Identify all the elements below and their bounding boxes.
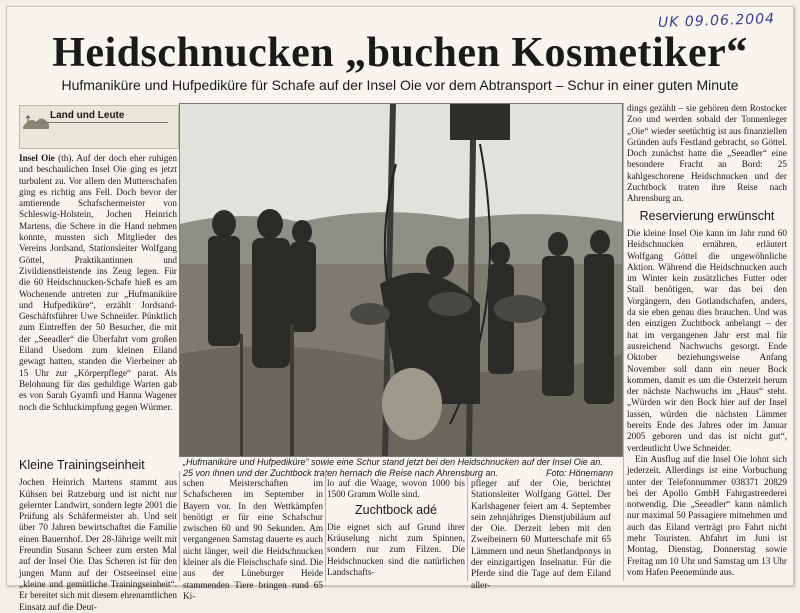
- crosshead-reservierung: Reservierung erwünscht: [639, 208, 775, 223]
- column-divider: [325, 471, 326, 581]
- photo-illustration: [180, 104, 622, 456]
- column-1-lower-text: Jochen Heinrich Martens stammt aus Kühsen bei Ratzeburg und ist nicht nur gelernter Landwirt, sondern legte 2001 die Prüfung als Schäfermeister ab. Und seit über 70 Jahren bewirtschaftet die Familie einen Bauernhof. Der 28-Jährige weilt mit Freundin Susann Scheer zum ersten Mal auf der Insel Oie. Das Scheren ist für den jungen Mann auf der Ostseeinsel eine „kleine und gemütliche Trainingseinheit“. Er bereitet sich mit diesem ehrenamtlichen Einsatz auf die Deut-: [19, 477, 177, 612]
- column-5-text: pfleger auf der Oie, berichtet Stationsleiter Wolfgang Göttel. Der Karlshagener feiert am 4. September sein zehnjähriges Dienstjubiläum auf der Oie. Derzeit leben mit den Zweibeinern 60 Mutterschafe mit 65 Lämmern und neun Shetlandponys in der einzigartigen Inselnatur. Für die Pferde sind die Tage auf dem Eiland aller-: [471, 478, 611, 590]
- photo-credit: Foto: Hönemann: [545, 467, 613, 478]
- column-1-text: (th). Auf der doch eher ruhigen und beschaulichen Insel Oie ging es jetzt turbulent zu. Vor allem den Mutterschafen ging es richtig ans Fell. Doch bevor der amtierende Schafschermeister von Schleswig-Holstein, Jochen Heinrich Martens, die Schere in die Hand nehmen konnte, mussten sich Mitglieder des Vereins Jordsand, Stationsleiter Wolfgang Göttel, Praktikantinnen und Zivildienstleistende ins Zeug legen. Für die 60 Heidschnucken-Schafe hieß es am Wochenende antreten zur „Hufmaniküre und Hufpediküre“, erzählt Jordsand-Geschäftsführer Uwe Schneider. Pünktlich zum Eintreffen der 50 Besucher, die mit der „Seeadler“ die Überfahrt vom großen Eiland Usedom zum kleinen Eiland gewagt hatten, standen die Vierbeiner ab 15 Uhr zur „Körperpflege“ parat. Als Belohnung für das geduldige Warten gab es von Sarah Gyamfi und Hanna Wagener noch die Schluckimpfung gegen Würmer.: [19, 153, 177, 412]
- photo-caption: [183, 457, 613, 478]
- island-sketch-icon: [22, 110, 50, 130]
- section-label: Land und Leute: [50, 110, 125, 121]
- subheadline: Hufmaniküre und Hufpediküre für Schafe auf der Insel Oie vor dem Abtransport – Schur in einer guten Minute: [61, 77, 739, 93]
- section-rule: [30, 122, 168, 123]
- column-6: [627, 103, 787, 582]
- column-divider: [179, 471, 180, 581]
- column-3: [183, 478, 323, 601]
- column-6-text-b: Die kleine Insel Oie kann im Jahr rund 60 Heidschnucken ernähren, erläutert Wolfgang Göttel die ungewöhnliche Aktion. Während die Heidschnucken auch im Winter kein zusätzliches Futter oder Stall benötigen, war das bei den Vorgängern, den Gotlandschafen, anders, da sie eben genau dies brauchen. Und was den einzigen Zuchtbock anbelangt – der hat im vergangenen Jahr erst mal für ausreichend Nachwuchs gesorgt. Ende Oktober beziehungsweise Anfang November soll dann ein neuer Bock kommen, damit es um die Osterzeit herum der nächste Nachwuchs im „Haus“ steht. „Würden wir den Bock hier auf der Insel lassen, würden die nächsten Lämmer bereits Ende des Jahres oder im Januar 2005 geboren und das ist nicht gut“, verdeutlicht Uwe Schneider.: [627, 227, 787, 453]
- column-6-text-c: Ein Ausflug auf die Insel Oie lohnt sich jederzeit. Allerdings ist eine Vorbuchung unter der Telefonnummer 038371 20829 bei der Apollo GmbH Fahrgastreederei notwendig. Die „Seeadler“ kann nämlich nur maximal 50 Passagiere mitnehmen und auch das Eiland verträgt pro Fahrt nicht mehr Touristen. Abfahrt im Juni ist Montag, Dienstag, Donnerstag sowie Freitag um 10 Uhr und Samstag um 13 Uhr vom Hafen Peenemünde aus.: [627, 453, 787, 577]
- column-3-text: schen Meisterschaften im Schafscheren im September in Bayern vor. In den Wettkämpfen benötigt er für eine Schafschur zwischen 60 und 90 Sekunden. Am vergangenen Samstag dauerte es auch nicht länger, weil die Heidschnucken kleiner als die Fleischschafe sind. Die aus der Lüneburger Heide stammenden Tiere bringen rund 65 Ki-: [183, 478, 323, 601]
- column-1: [19, 153, 177, 412]
- crosshead-zuchtbock: Zuchtbock adé: [355, 502, 437, 517]
- crosshead-training: Kleine Trainingseinheit: [19, 458, 145, 472]
- photo-sheep-shearing: [179, 103, 623, 457]
- column-6-text-a: dings gezählt – sie gehören dem Rostocker Zoo und werden sobald der Tonnenleger „Oie“ wieder seetüchtig ist aus finanziellen Gründen aufs Festland gebracht, so Göttel. Doch zunächst hatte die „Seeadler“ eine besondere Fracht an Bord: 25 kahlgeschorene Heidschnucken und der Zuchtbock traten ihre Reise nach Ahrensburg an.: [627, 103, 787, 204]
- column-1-lower: [19, 454, 177, 612]
- handwritten-date: UK 09.06.2004: [657, 10, 776, 32]
- section-label-box: [19, 105, 179, 149]
- column-divider: [623, 103, 624, 581]
- headline: Heidschnucken „buchen Kosmetiker“: [52, 30, 748, 76]
- caption-text: „Hufmaniküre und Hufpediküre“ sowie eine Schur stand jetzt bei den Heidschnucken auf der Insel Oie an. 25 von ihnen und der Zuchtbock traten hernach die Reise nach Ahrensburg an.: [183, 457, 603, 478]
- newspaper-clipping: [6, 6, 794, 612]
- column-divider: [467, 471, 468, 581]
- column-4: [327, 478, 465, 582]
- dateline: Insel Oie: [19, 153, 55, 163]
- column-4-text-a: lo auf die Waage, wovon 1000 bis 1500 Gramm Wolle sind.: [327, 478, 465, 500]
- column-4-text-b: Die eignet sich auf Grund ihrer Kräuselung nicht zum Spinnen, sondern nur zum Filzen. Die Heidschnucken sind die natürlichen Landschafts-: [327, 521, 465, 578]
- column-5: [471, 478, 611, 590]
